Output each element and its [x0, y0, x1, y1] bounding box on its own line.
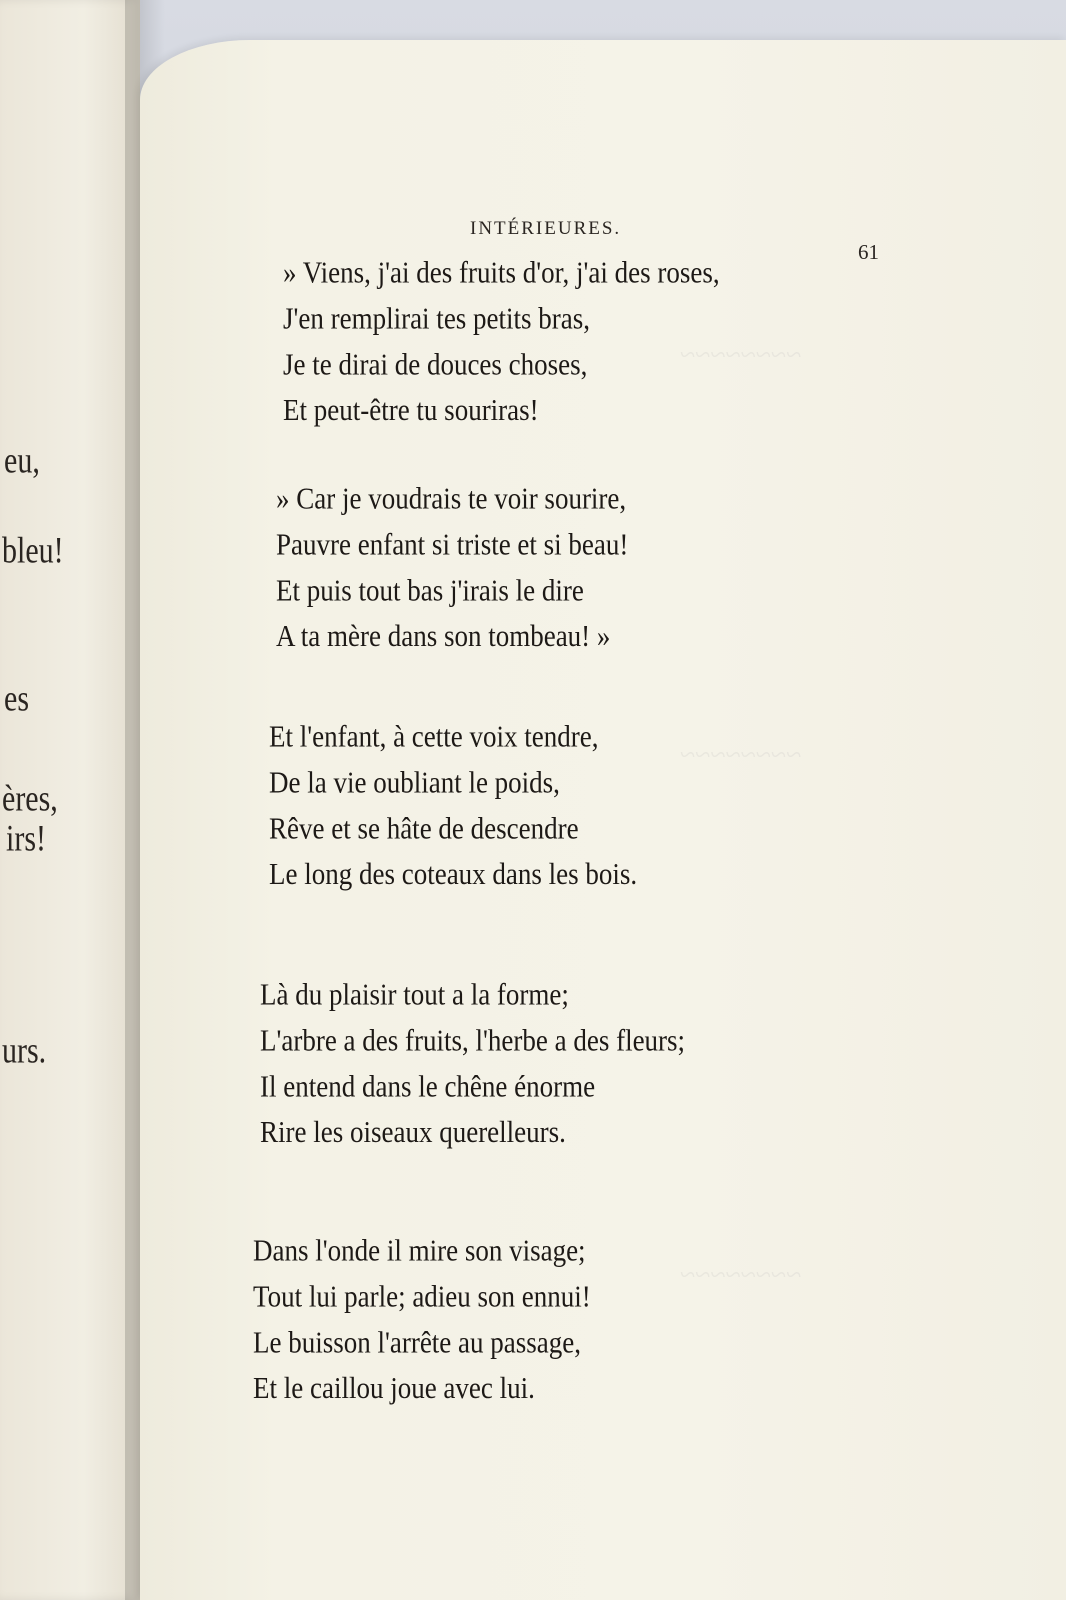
verse-line: Et le caillou joue avec lui.: [253, 1371, 535, 1405]
verse-line: » Viens, j'ai des fruits d'or, j'ai des roses,: [283, 255, 720, 290]
verse-line: De la vie oubliant le poids,: [269, 765, 560, 800]
verse-line: Pauvre enfant si triste et si beau!: [276, 527, 629, 562]
show-through-text: ~~~~~~~~: [680, 740, 802, 771]
verse-line: Et puis tout bas j'irais le dire: [276, 573, 584, 608]
verse-line: » Car je voudrais te voir sourire,: [276, 481, 627, 516]
verse-line: Dans l'onde il mire son visage;: [253, 1233, 586, 1268]
verse-line: Là du plaisir tout a la forme;: [260, 977, 569, 1012]
left-page-fragment: ères,: [2, 778, 58, 820]
verse-line: Le buisson l'arrête au passage,: [253, 1325, 581, 1360]
verse-line: Rêve et se hâte de descendre: [269, 811, 579, 846]
verse-line: Il entend dans le chêne énorme: [260, 1069, 596, 1104]
verse-line: Tout lui parle; adieu son ennui!: [253, 1279, 591, 1314]
verse-line: J'en remplirai tes petits bras,: [283, 301, 591, 336]
verse-line: Je te dirai de douces choses,: [283, 347, 588, 382]
stanza-2: [276, 476, 628, 660]
verse-line: A ta mère dans son tombeau! »: [276, 619, 611, 653]
running-head: INTÉRIEURES.: [470, 218, 622, 239]
stanza-3: [269, 714, 637, 898]
page-number: 61: [858, 240, 879, 264]
left-page-fragment: es: [4, 678, 29, 720]
stanza-1: [283, 250, 720, 434]
show-through-text: ~~~~~~~~: [680, 340, 802, 371]
verse-line: Et l'enfant, à cette voix tendre,: [269, 719, 599, 754]
stanza-5: [253, 1228, 591, 1412]
left-page-fragment: bleu!: [2, 530, 64, 572]
left-page: [0, 0, 140, 1600]
show-through-text: ~~~~~~~~: [680, 1260, 802, 1291]
verse-line: Rire les oiseaux querelleurs.: [260, 1115, 566, 1149]
verse-line: L'arbre a des fruits, l'herbe a des fleurs;: [260, 1023, 686, 1058]
verse-line: Et peut-être tu souriras!: [283, 393, 539, 427]
left-page-fragment: urs.: [2, 1030, 47, 1072]
left-page-fragment: irs!: [6, 818, 46, 860]
verse-line: Le long des coteaux dans les bois.: [269, 857, 638, 891]
left-page-fragment: eu,: [4, 440, 40, 482]
stanza-4: [260, 972, 685, 1156]
